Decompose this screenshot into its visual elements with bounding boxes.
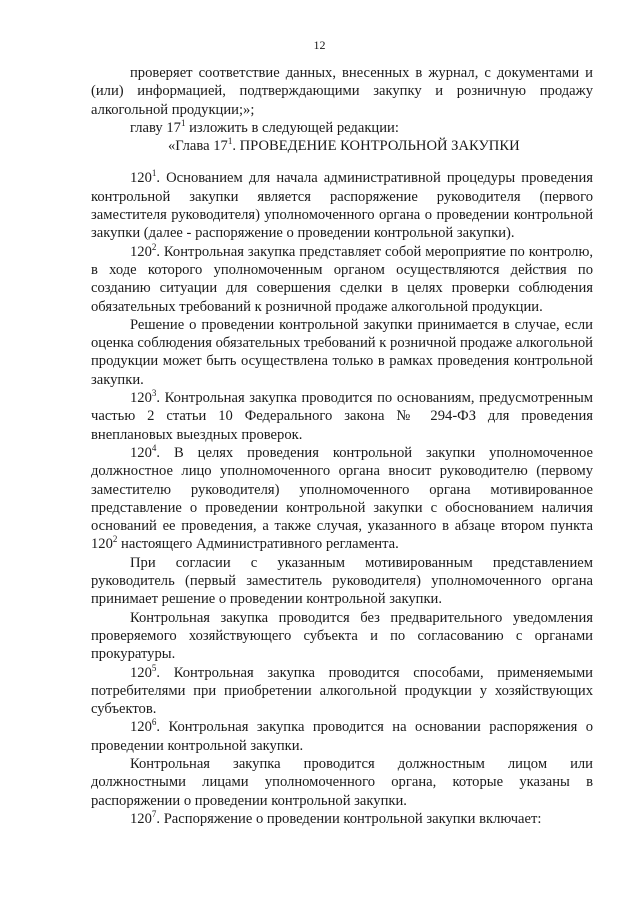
superscript: 2 <box>112 534 118 545</box>
paragraph-text: . Контрольная закупка проводится по основаниям, предусмотренным частью 2 статьи 10 Федерального закона № 294-ФЗ для проведения внеплановых выездных проверок. <box>91 390 593 443</box>
superscript: 5 <box>151 662 157 673</box>
clause-120-2 <box>91 243 593 316</box>
superscript: 3 <box>151 388 157 399</box>
clause-reference <box>91 536 117 552</box>
superscript: 2 <box>151 241 157 252</box>
superscript: 1 <box>151 168 157 179</box>
superscript: 4 <box>151 443 157 454</box>
clause-120-6 <box>91 718 593 755</box>
paragraph <box>91 609 593 664</box>
paragraph-continuation <box>91 64 593 119</box>
superscript: 7 <box>151 809 157 820</box>
paragraph-text: . Контрольная закупка проводится способами, применяемыми потребителями при приобретении алкогольной продукции у хозяйствующих субъектов. <box>91 664 593 718</box>
chapter-title-prefix: «Глава 17 <box>168 138 228 155</box>
chapter-title-text: . ПРОВЕДЕНИЕ КОНТРОЛЬНОЙ ЗАКУПКИ <box>232 138 520 155</box>
clause-number <box>130 445 156 461</box>
superscript: 1 <box>227 136 233 147</box>
clause-number <box>130 390 156 406</box>
chapter-ref: главу 17 <box>130 119 181 136</box>
paragraph <box>91 316 593 389</box>
clause-number-base: 120 <box>130 243 152 260</box>
clause-number-base: 120 <box>130 664 152 681</box>
spacer <box>91 155 593 169</box>
paragraph-text: Контрольная закупка проводится без предварительного уведомления проверяемого хозяйствующего субъекта и по согласованию с органами прокуратуры. <box>91 609 593 663</box>
paragraph-text: . Основанием для начала административной процедуры проведения контрольной закупки является распоряжение руководителя (первого заместителя руководителя) уполномоченного органа о проведении контрольной закупки (далее - распоряжение о проведении контрольной закупки). <box>91 170 593 242</box>
clause-number-base: 120 <box>130 719 152 736</box>
clause-120-5 <box>91 664 593 719</box>
clause-number-base: 120 <box>130 170 152 187</box>
paragraph-text: Контрольная закупка проводится должностным лицом или должностными лицами уполномоченного органа, которые указаны в распоряжении о проведении контрольной закупки. <box>91 755 593 809</box>
superscript: 6 <box>151 717 157 728</box>
document-body <box>91 64 593 828</box>
clause-120-4 <box>91 444 593 554</box>
paragraph-text: . Контрольная закупка проводится на основании распоряжения о проведении контрольной закупки. <box>91 719 593 754</box>
clause-120-7 <box>91 810 593 828</box>
clause-reference-base: 120 <box>91 536 113 553</box>
paragraph-text: Решение о проведении контрольной закупки принимается в случае, если оценка соблюдения обязательных требований к розничной продаже алкогольной продукции может быть осуществлена только в рамках проведения контрольной закупки. <box>91 316 593 388</box>
paragraph-text: настоящего Административного регламента. <box>117 536 399 553</box>
clause-number-base: 120 <box>130 390 152 407</box>
paragraph <box>91 755 593 810</box>
paragraph-text: проверяет соответствие данных, внесенных в журнал, с документами и (или) информацией, подтверждающими закупку и розничную продажу алкогольной продукции;»; <box>91 65 593 118</box>
superscript: 1 <box>180 118 186 129</box>
paragraph-text: . В целях проведения контрольной закупки уполномоченное должностное лицо уполномоченного органа вносит руководителю (первому заместителю руководителя) уполномоченного органа мотивированное представление о проведении контрольной закупки с обоснованием наличия оснований ее проведения, а также случая, указанного в абзаце втором пункта <box>91 444 593 535</box>
clause-number-base: 120 <box>130 444 152 461</box>
clause-number-base: 120 <box>130 810 152 827</box>
clause-number <box>130 241 157 260</box>
paragraph-text: . Контрольная закупка представляет собой мероприятие по контролю, в ходе которого уполномоченным органом осуществляются действия по созданию ситуации для совершения сделки в целях проверки соблюдения обязательных требований к розничной продаже алкогольной продукции. <box>91 243 593 315</box>
paragraph <box>91 554 593 609</box>
clause-number <box>130 662 157 681</box>
clause-120-3 <box>91 389 593 444</box>
paragraph-text: При согласии с указанным мотивированным представлением руководитель (первый заместитель руководителя) уполномоченного органа принимает решение о проведении контрольной закупки. <box>91 554 593 608</box>
page-number: 12 <box>313 38 326 52</box>
clause-number <box>130 170 156 186</box>
clause-number <box>130 811 156 827</box>
clause-120-1 <box>91 169 593 242</box>
clause-number <box>130 719 156 735</box>
chapter-title <box>91 137 593 155</box>
paragraph-chapter-intro <box>91 119 593 137</box>
paragraph-text: . Распоряжение о проведении контрольной закупки включает: <box>156 810 542 827</box>
paragraph-text: изложить в следующей редакции: <box>185 119 399 136</box>
